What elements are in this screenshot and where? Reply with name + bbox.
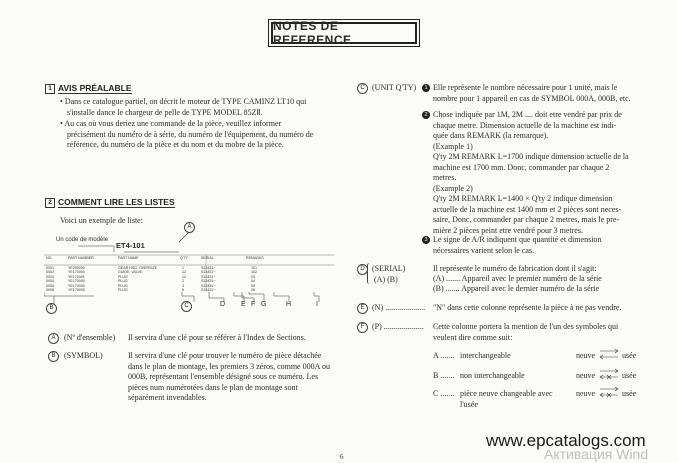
marker-h: H	[286, 301, 292, 308]
page-title: NOTES DE REFERENCE	[271, 22, 417, 44]
f-row-usee: usée	[622, 351, 637, 360]
page-number: 6	[340, 453, 344, 461]
table-cell-no: 0001	[46, 266, 54, 270]
marker-d: D	[220, 301, 226, 308]
col-header-no: NO.	[46, 256, 53, 260]
section1-bullet2-text: Au cas où vous deriez une commande de la pièce, veuillez informer précisément du numéro de à série, du numéro de l'équipement, du numéro de référence, du numéro de la pièce et du nom et du mobre de la pièce.	[64, 119, 314, 149]
table-cell-qty: 6	[182, 287, 184, 292]
f-row-usee: usée	[622, 371, 637, 380]
def-c-bullet-2: 2	[422, 111, 430, 119]
marker-e: E	[241, 301, 246, 308]
def-c-text-2	[433, 110, 643, 236]
section1-body	[60, 97, 315, 151]
col-header-part-number: PART NUMBER	[68, 256, 94, 260]
def-c-letter: C	[357, 83, 368, 94]
table-cell-remarks: 101	[251, 266, 257, 270]
table-cell-part-name: PLUG	[118, 274, 128, 279]
table-cell-part-name: PLUG	[118, 287, 128, 292]
section1-bullet1-text: Dans ce catalogue partiel, on décrit le moteur de TYPE CAMINZ LT10 qui s'installe dance le chargeur de pelle de TYPE MODEL 85ZⅡ.	[64, 97, 307, 117]
section1-heading-text: AVIS PRÉALABLE	[58, 83, 132, 93]
def-c2-line: metres.	[433, 173, 457, 182]
section1-number: 1	[45, 84, 55, 94]
def-b-text: Il servira d'une clé pour trouver le numéro de pièce détachée dans le plan de montage, les premiers 3 zéros, comme 000A ou 000B, représentant l'ensemble désigné sous ce numéro. Les pièces num numérotées dans le plan de montage sont séparément invendables.	[128, 351, 330, 402]
def-c2-line: Q'ty 2M REMARK L=1400 × Q'ty 2 indique dimension	[433, 194, 613, 203]
section1-heading	[45, 83, 132, 94]
table-body	[46, 266, 336, 292]
f-row-label: A .......	[433, 351, 455, 360]
table-cell-no: 0002	[46, 270, 54, 275]
table-row	[46, 288, 336, 292]
def-f-letter: F	[357, 322, 368, 333]
table-cell-no: 0005	[46, 283, 54, 288]
section2-heading	[45, 197, 175, 208]
section2-intro: Voici un exemple de liste:	[60, 216, 143, 225]
col-header-remarks: REMARKS	[246, 256, 264, 260]
section2-number: 2	[45, 198, 55, 208]
table-cell-part-number: YE170000	[68, 270, 85, 275]
table-cell-part-number: YE170005	[68, 287, 85, 292]
table-cell-part-number: YE200000	[68, 266, 85, 270]
def-c2-line: (Example 2)	[433, 183, 473, 193]
def-c-term: (UNIT Q'TY)	[372, 83, 417, 92]
table-cell-serial: S13431~	[201, 287, 216, 292]
table-cell-no: 0004	[46, 279, 54, 284]
def-c2-line: (Example 1)	[433, 141, 473, 151]
f-row-desc: interchangeable	[460, 351, 511, 360]
interchangeable-arrows-icon	[598, 346, 620, 362]
def-c2-line: Q'ty 2M REMARK L=1700 indique dimension actuelle de la	[433, 152, 629, 161]
def-d-text: Il représente le numéro de fabrication dont il s'agit:	[433, 264, 597, 273]
def-d-term: (SERIAL)	[372, 264, 406, 273]
table-cell-no: 0006	[46, 287, 54, 292]
section1-bullet1: • Dans ce catalogue partiel, on décrit le moteur de TYPE CAMINZ LT10 qui s'installe dance le chargeur de pelle de TYPE MODEL 85ZⅡ.	[60, 97, 307, 117]
def-a-letter: A	[48, 333, 59, 344]
table-cell-remarks: 05	[251, 283, 255, 288]
f-row-desc: non interchangeable	[460, 371, 525, 380]
section2-heading-text: COMMENT LIRE LES LISTES	[58, 197, 175, 207]
table-cell-part-name: PLUG	[118, 279, 128, 284]
table-cell-serial: S13431~	[201, 266, 216, 270]
table-cell-part-number: YE170001	[68, 274, 85, 279]
def-c2-line: saire, Donc, commander par chaque 2 metres, mais le pre-	[433, 215, 620, 224]
def-f-term: (P) ....................	[372, 322, 424, 331]
table-cell-qty: 12	[182, 274, 186, 279]
marker-g: G	[261, 301, 267, 308]
table-cell-remarks: 06	[251, 287, 255, 292]
def-d-sub: (A) (B)	[374, 275, 398, 284]
def-e-text: "N" dans cette colonne représente la pièce à ne pas vendre.	[433, 303, 622, 312]
table-cell-remarks: 03	[251, 274, 255, 279]
table-cell-part-number: YE170000	[68, 279, 85, 284]
def-d-a: (A) ....... Appareil avec le premier numéro de la série	[433, 274, 602, 283]
def-c2-line: chaque metre. Dimension actuelle de la machine est indi-	[433, 120, 617, 130]
table-cell-part-name: GUIDE, VALVE	[118, 270, 143, 275]
table-cell-qty: 1	[182, 266, 184, 270]
def-c2-line: Chose indiquée par 1M, 2M .... doit etre vendré par prix de	[433, 110, 622, 119]
marker-i: I	[316, 301, 318, 308]
table-cell-no: 0003	[46, 274, 54, 279]
col-header-serial: SERIAL	[201, 256, 214, 260]
def-c-bullet-1: 1	[422, 84, 430, 92]
def-c-bullet-3: 3	[422, 236, 430, 244]
def-b-term: (SYMBOL)	[64, 351, 103, 360]
example-list-figure	[44, 222, 334, 312]
f-row-usee: usée	[622, 389, 637, 398]
f-row-neuve: neuve	[576, 389, 596, 398]
activation-watermark: Активация Wind	[544, 446, 649, 462]
table-cell-serial: S13431~	[201, 274, 216, 279]
def-a-term: (Nº d'ensemble)	[64, 333, 116, 342]
marker-c: C	[181, 301, 192, 312]
table-cell-remarks: 102	[251, 270, 257, 275]
table-cell-remarks: 04	[251, 279, 255, 284]
f-row-label: C .......	[433, 389, 455, 398]
def-d-bracket	[367, 263, 372, 284]
one-way-changeable-arrows-icon	[598, 384, 620, 400]
section1-bullet2: • Au cas où vous deriez une commande de la pièce, veuillez informer précisément du numéro de à série, du numéro de l'équipement, du numéro de référence, du numéro de la pièce et du nom et du mobre de la pièce.	[60, 119, 314, 149]
def-d-b: (B) ....... Appareil avec le dernier numéro de la série	[433, 284, 600, 293]
def-c2-line: quée dans REMARK (la remarque).	[433, 131, 549, 140]
f-row-neuve: neuve	[576, 351, 596, 360]
def-c-text-3: Le signe de A/R indiquent que quantité et dimension nécessaires varient selon le cas.	[433, 235, 602, 255]
f-row-label: B .......	[433, 371, 455, 380]
model-code-label: Un code de modèle	[56, 237, 109, 243]
table-cell-part-name: GEAR HSG. OVERSIZE	[118, 266, 158, 270]
watermark-url: www.epcatalogs.com	[486, 431, 646, 450]
table-cell-part-name: PLUG	[118, 283, 128, 288]
def-b-letter: B	[48, 351, 59, 362]
def-e-term: (N) ....................	[372, 303, 426, 312]
col-header-part-name: PART NAME	[118, 256, 139, 260]
table-cell-serial: S13431~	[201, 279, 216, 284]
table-cell-qty: 2	[182, 279, 184, 284]
def-c2-line: mière 2 pièces peint etre vendré pour 3 metres.	[433, 225, 583, 235]
table-cell-qty: 12	[182, 270, 186, 275]
marker-f: F	[251, 301, 256, 308]
def-d-letter: D	[357, 264, 368, 275]
non-interchangeable-arrows-icon	[598, 366, 620, 382]
def-c2-line: machine est 1700 mm. Donc, commander par chaque 2	[433, 162, 610, 172]
col-header-qty: Q'TY	[180, 256, 189, 260]
table-cell-serial: S13431~	[201, 283, 216, 288]
def-a-text: Il servira d'une clé pour se référer à l'Index de Sections.	[128, 333, 306, 342]
f-row-neuve: neuve	[576, 371, 596, 380]
f-row-desc: pièce neuve changeable avec l'usée	[460, 389, 553, 409]
marker-b: B	[46, 303, 57, 314]
table-cell-qty: 3	[182, 283, 184, 288]
def-e-letter: E	[357, 303, 368, 314]
marker-a: A	[184, 222, 195, 233]
def-f-text: Cette colonne portera la mention de l'un des symboles qui veulent dire comme suit:	[433, 322, 619, 342]
table-cell-serial: S13431~	[201, 270, 216, 275]
def-c2-line: actuelle de la machine est 1400 mm et 2 pièces sont neces-	[433, 204, 622, 214]
def-c-text-1: Elle représente le nombre nécessaire pour 1 unité, mais le nombre pour 1 appareil en cas de SYMBOL 000A, 000B, etc.	[433, 83, 631, 103]
table-cell-part-number: YE170000	[68, 283, 85, 288]
model-code: ET4-101	[116, 241, 145, 250]
